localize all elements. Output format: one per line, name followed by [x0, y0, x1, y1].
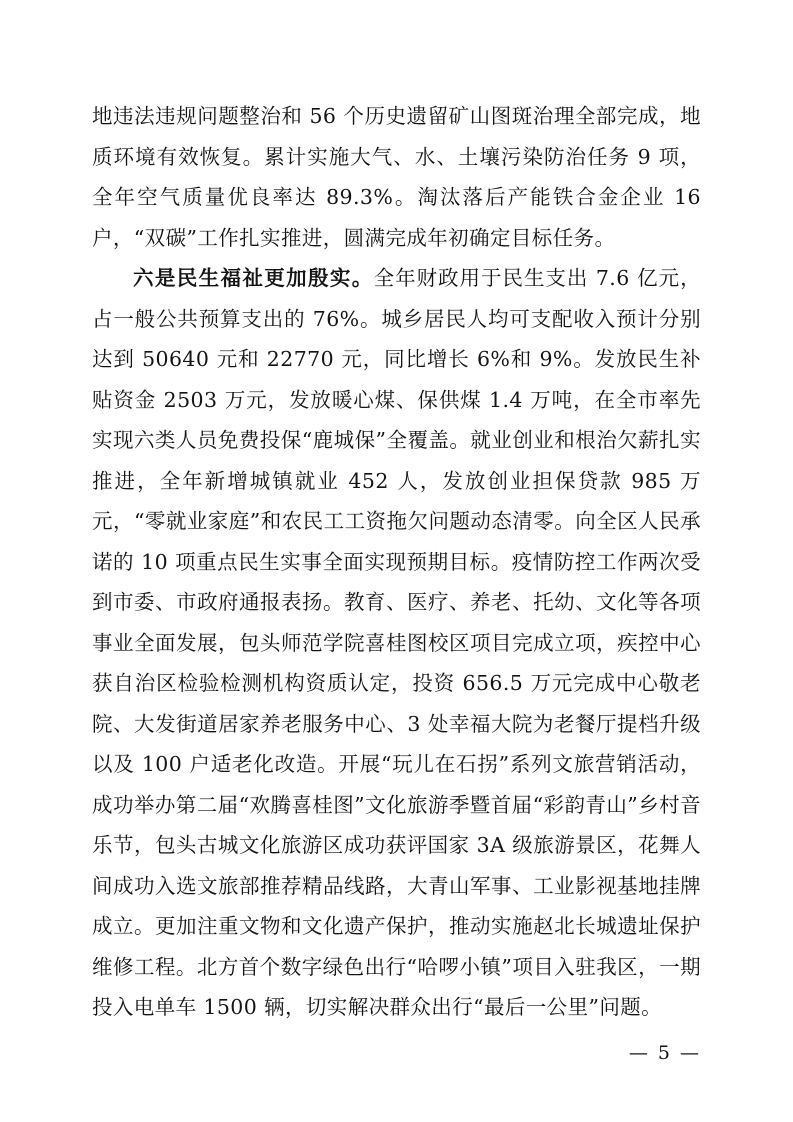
- paragraph-text: 全年财政用于民生支出 7.6 亿元，占一般公共预算支出的 76%。城乡居民人均可支配收入预计分别达到 50640 元和 22770 元，同比增长 6%和 9%。发放民生补贴资金 2503 万元，发放暖心煤、保供煤 1.4 万吨，在全市率先实现六类人员免费投保“鹿城保”全覆盖。就业创业和根治欠薪扎实推进，全年新增城镇就业 452 人，发放创业担保贷款 985 万元，“零就业家庭”和农民工工资拖欠问题动态清零。向全区人民承诺的 10 项重点民生实事全面实现预期目标。疫情防控工作两次受到市委、市政府通报表扬。教育、医疗、养老、托幼、文化等各项事业全面发展，包头师范学院喜桂图校区项目完成立项，疾控中心获自治区检验检测机构资质认定，投资 656.5 万元完成中心敬老院、大发街道居家养老服务中心、3 处幸福大院为老餐厅提档升级以及 100 户适老化改造。开展“玩儿在石拐”系列文旅营销活动，成功举办第二届“欢腾喜桂图”文化旅游季暨首届“彩韵青山”乡村音乐节，包头古城文化旅游区成功获评国家 3A 级旅游景区，花舞人间成功入选文旅部推荐精品线路，大青山军事、工业影视基地挂牌成立。更加注重文物和文化遗产保护，推动实施赵北长城遗址保护维修工程。北方首个数字绿色出行“哈啰小镇”项目入驻我区，一期投入电单车 1500 辆，切实解决群众出行“最后一公里”问题。: [92, 266, 701, 1019]
- page-number: — 5 —: [628, 1042, 701, 1064]
- document-body: [92, 96, 701, 1028]
- paragraph-lead-in: 六是民生福祉更加殷实。: [133, 266, 374, 290]
- page-number-footer: [92, 1042, 701, 1064]
- paragraph-livelihood: [92, 258, 701, 1028]
- paragraph-continuation: [92, 96, 701, 258]
- paragraph-text: 地违法违规问题整治和 56 个历史遗留矿山图斑治理全部完成，地质环境有效恢复。累计实施大气、水、土壤污染防治任务 9 项，全年空气质量优良率达 89.3%。淘汰落后产能铁合金企业 16 户，“双碳”工作扎实推进，圆满完成年初确定目标任务。: [92, 104, 701, 250]
